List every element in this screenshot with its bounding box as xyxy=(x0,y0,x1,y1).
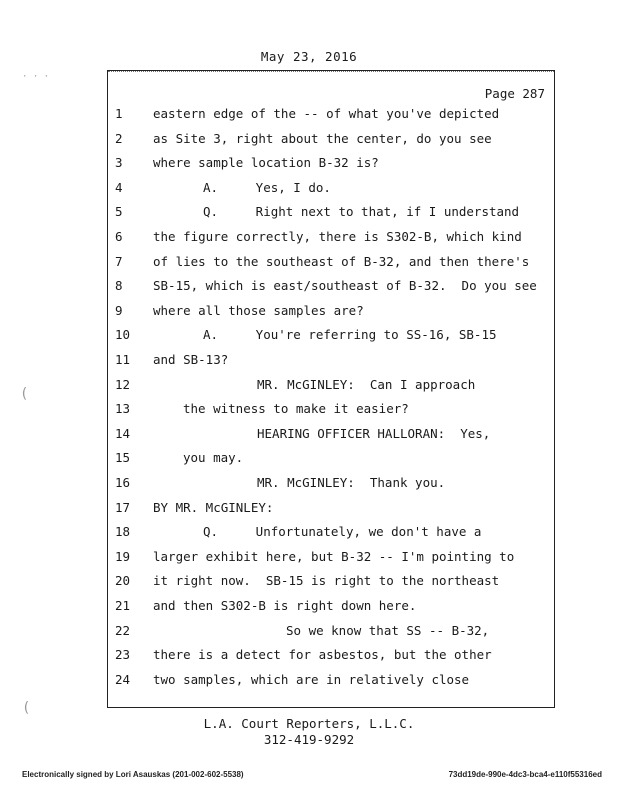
line-text: of lies to the southeast of B-32, and then there's xyxy=(153,253,530,269)
line-number: 4 xyxy=(115,179,123,195)
line-number: 7 xyxy=(115,253,123,269)
line-text: Q. Unfortunately, we don't have a xyxy=(203,524,482,540)
court-reporter-name: L.A. Court Reporters, L.L.C. xyxy=(203,716,415,731)
line-text: it right now. SB-15 is right to the northeast xyxy=(153,573,500,589)
line-text: as Site 3, right about the center, do you see xyxy=(153,130,492,146)
line-text: there is a detect for asbestos, but the other xyxy=(153,647,492,663)
line-text: MR. McGINLEY: Can I approach xyxy=(257,376,476,392)
transcript-line xyxy=(107,377,553,395)
transcript-line xyxy=(107,500,553,518)
line-number: 5 xyxy=(115,204,123,220)
line-number: 24 xyxy=(115,671,131,687)
line-text: where sample location B-32 is? xyxy=(153,155,379,171)
court-reporter-phone: 312-419-9292 xyxy=(263,732,355,747)
line-number: 18 xyxy=(115,524,131,540)
transcript-line xyxy=(107,303,553,321)
line-number: 22 xyxy=(115,622,131,638)
transcript-line xyxy=(107,623,553,641)
line-text: MR. McGINLEY: Thank you. xyxy=(257,475,446,490)
transcript-line xyxy=(107,475,553,493)
line-text: you may. xyxy=(183,450,244,466)
transcript-line xyxy=(107,598,553,616)
transcript-line xyxy=(107,327,553,345)
punch-hole-mark: · · · xyxy=(22,72,50,82)
page-number: Page 287 xyxy=(484,86,545,101)
line-text: A. Yes, I do. xyxy=(203,179,331,195)
transcript-line xyxy=(107,204,553,222)
line-number: 6 xyxy=(115,229,123,244)
line-number: 8 xyxy=(115,278,123,294)
line-number: 13 xyxy=(115,401,131,417)
line-text: Q. Right next to that, if I understand xyxy=(203,204,520,220)
transcript-line xyxy=(107,549,553,567)
line-number: 21 xyxy=(115,598,131,613)
line-text: and SB-13? xyxy=(153,352,229,367)
line-number: 23 xyxy=(115,647,131,663)
line-text: eastern edge of the -- of what you've depicted xyxy=(153,106,500,121)
transcript-line xyxy=(107,573,553,591)
document-date: May 23, 2016 xyxy=(260,49,358,64)
transcript-line xyxy=(107,524,553,542)
line-text: BY MR. McGINLEY: xyxy=(153,499,274,515)
line-number: 14 xyxy=(115,425,131,441)
line-number: 19 xyxy=(115,548,131,564)
transcript-line xyxy=(107,155,553,173)
line-number: 10 xyxy=(115,327,131,343)
transcript-line xyxy=(107,401,553,419)
punch-hole-mark: ( xyxy=(20,386,29,402)
transcript-line xyxy=(107,131,553,149)
line-text: A. You're referring to SS-16, SB-15 xyxy=(203,327,497,343)
line-number: 20 xyxy=(115,573,131,589)
line-number: 17 xyxy=(115,499,131,515)
punch-hole-mark: ( xyxy=(22,700,31,716)
transcript-line xyxy=(107,352,553,370)
transcript-line xyxy=(107,229,553,247)
line-number: 2 xyxy=(115,130,123,146)
line-number: 12 xyxy=(115,376,131,392)
transcript-line xyxy=(107,426,553,444)
line-number: 16 xyxy=(115,475,131,490)
line-text: two samples, which are in relatively close xyxy=(153,671,470,687)
line-text: HEARING OFFICER HALLORAN: Yes, xyxy=(257,425,491,441)
line-text: and then S302-B is right down here. xyxy=(153,598,417,613)
line-number: 3 xyxy=(115,155,123,171)
line-number: 15 xyxy=(115,450,131,466)
transcript-line xyxy=(107,180,553,198)
line-text: larger exhibit here, but B-32 -- I'm pointing to xyxy=(153,548,515,564)
transcript-line xyxy=(107,450,553,468)
line-text: SB-15, which is east/southeast of B-32. Do you see xyxy=(153,278,537,294)
transcript-line xyxy=(107,106,553,124)
line-text: where all those samples are? xyxy=(153,302,364,318)
electronic-signature-note: Electronically signed by Lori Asauskas (201-002-602-5538) xyxy=(22,770,244,779)
line-number: 1 xyxy=(115,106,123,121)
line-number: 9 xyxy=(115,302,123,318)
transcript-line xyxy=(107,278,553,296)
transcript-line xyxy=(107,672,553,690)
line-number: 11 xyxy=(115,352,131,367)
transcript-line xyxy=(107,647,553,665)
document-hash: 73dd19de-990e-4dc3-bca4-e110f55316ed xyxy=(448,770,602,779)
transcript-line xyxy=(107,254,553,272)
line-text: So we know that SS -- B-32, xyxy=(286,622,490,638)
line-text: the figure correctly, there is S302-B, which kind xyxy=(153,229,522,244)
line-text: the witness to make it easier? xyxy=(183,401,409,417)
